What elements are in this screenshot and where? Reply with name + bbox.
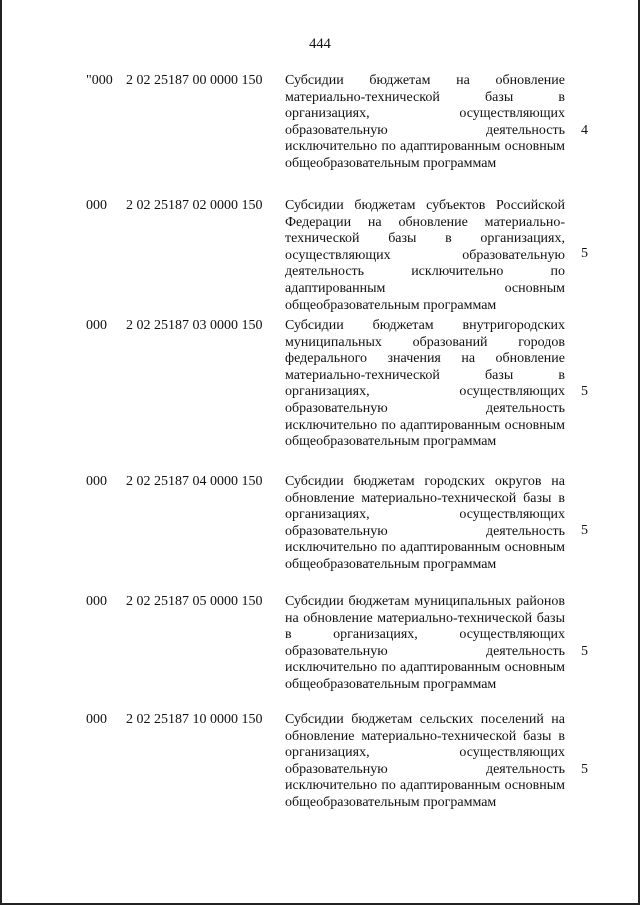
row-value: 5 [581, 523, 588, 538]
row-code-prefix: 000 [86, 318, 107, 333]
row-value: 4 [581, 123, 588, 138]
row-code-prefix: 000 [86, 198, 107, 213]
row-value: 5 [581, 762, 588, 777]
row-budget-code: 2 02 25187 00 0000 150 [126, 73, 263, 88]
row-description: Субсидии бюджетам городских округов на обновление материально-технической базы в организациях, осуществляющих образовательную деятельность исключительно по адаптированным основным общеобразовательным программам [285, 474, 565, 572]
row-description: Субсидии бюджетам внутригородских муниципальных образований городов федерального значения на обновление материально-технической базы в организациях, осуществляющих образовательную деятельность исключительно по адаптированным основным общеобразовательным программам [285, 318, 565, 450]
row-budget-code: 2 02 25187 02 0000 150 [126, 198, 263, 213]
row-budget-code: 2 02 25187 04 0000 150 [126, 474, 263, 489]
row-description: Субсидии бюджетам сельских поселений на обновление материально-технической базы в организациях, осуществляющих образовательную деятельность исключительно по адаптированным основным общеобразовательным программам [285, 712, 565, 810]
page-border-left [0, 0, 2, 905]
row-value: 5 [581, 644, 588, 659]
row-description: Субсидии бюджетам субъектов Российской Федерации на обновление материально-технической базы в организациях, осуществляющих образовательную деятельность исключительно по адаптированным основным общеобразовательным программам [285, 198, 565, 313]
row-code-prefix: 000 [86, 712, 107, 727]
row-value: 5 [581, 384, 588, 399]
row-description: Субсидии бюджетам муниципальных районов на обновление материально-технической базы в организациях, осуществляющих образовательную деятельность исключительно по адаптированным основным общеобразовательным программам [285, 594, 565, 692]
page-number: 444 [309, 36, 331, 52]
row-budget-code: 2 02 25187 03 0000 150 [126, 318, 263, 333]
row-budget-code: 2 02 25187 10 0000 150 [126, 712, 263, 727]
row-description: Субсидии бюджетам на обновление материально-технической базы в организациях, осуществляющих образовательную деятельность исключительно по адаптированным основным общеобразовательным программам [285, 73, 565, 171]
row-code-prefix: 000 [86, 474, 107, 489]
row-code-prefix: 000 [86, 594, 107, 609]
row-code-prefix: "000 [86, 73, 113, 88]
row-budget-code: 2 02 25187 05 0000 150 [126, 594, 263, 609]
row-value: 5 [581, 246, 588, 261]
